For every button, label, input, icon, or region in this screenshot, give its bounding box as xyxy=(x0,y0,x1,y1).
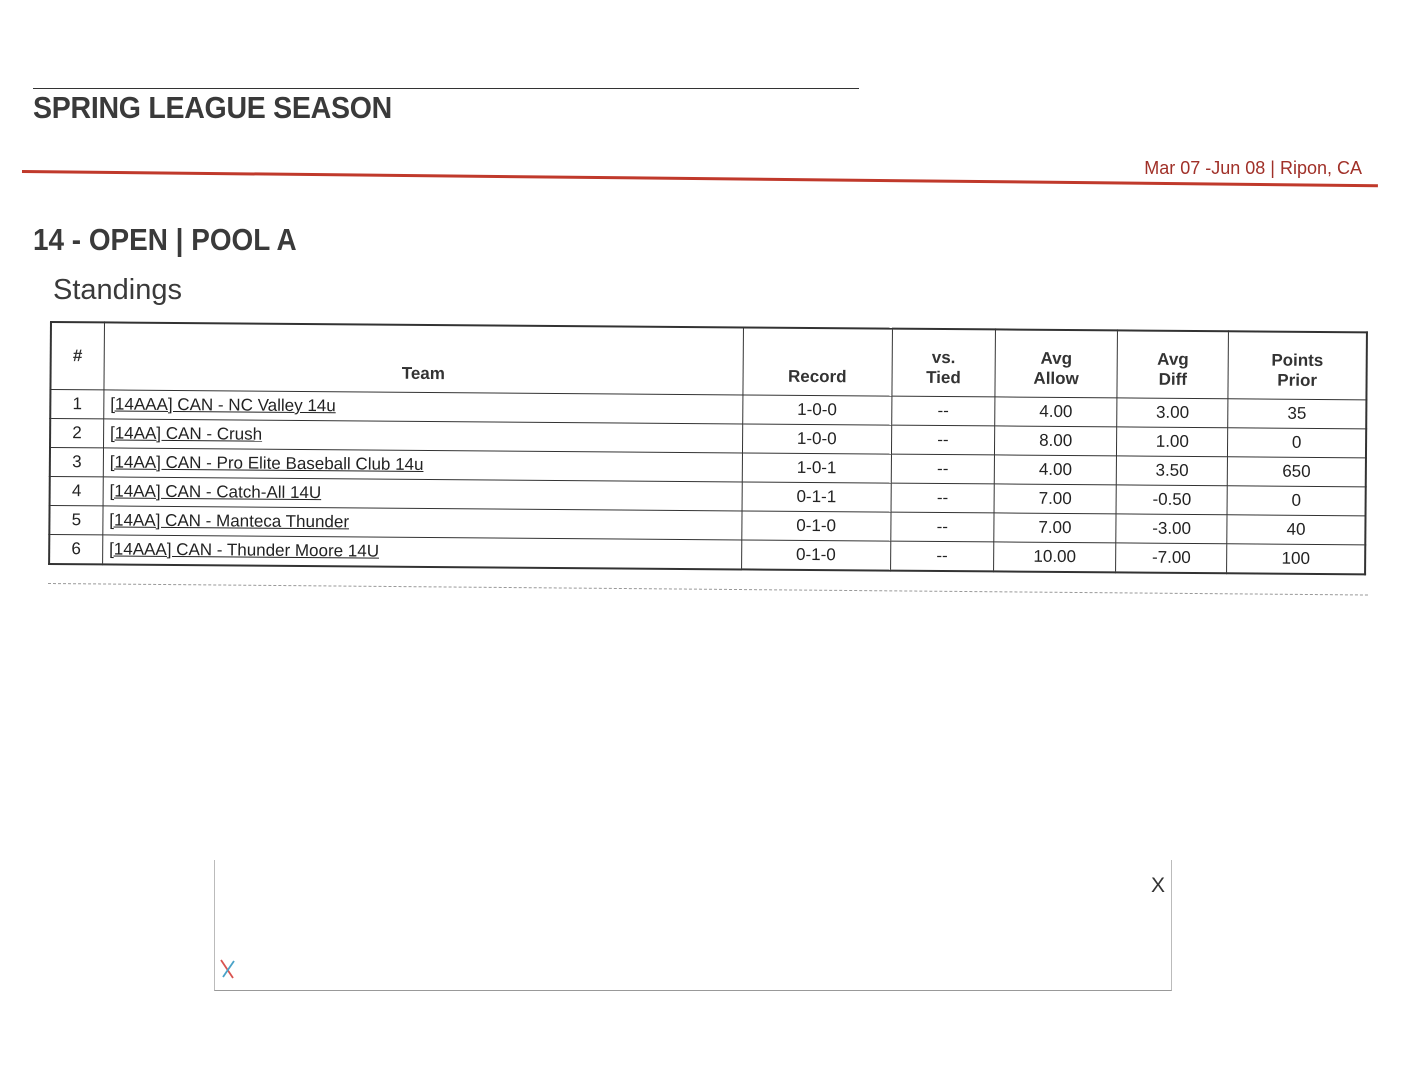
row-record: 0-1-1 xyxy=(742,482,892,512)
header-top-rule xyxy=(33,88,859,89)
row-avg-diff: -0.50 xyxy=(1116,485,1227,515)
signature-box[interactable] xyxy=(214,860,1172,991)
row-vs-tied: -- xyxy=(891,425,994,455)
col-header-avg-allow-line2: Allow xyxy=(1033,368,1079,389)
row-rank: 2 xyxy=(50,419,104,448)
row-record: 0-1-0 xyxy=(741,511,891,541)
row-avg-allow: 10.00 xyxy=(993,542,1116,572)
team-link[interactable]: [14AAA] CAN - Thunder Moore 14U xyxy=(109,539,380,561)
row-avg-diff: 1.00 xyxy=(1117,427,1228,457)
league-title: SPRING LEAGUE SEASON xyxy=(33,90,392,125)
col-header-record: Record xyxy=(742,327,892,396)
row-avg-diff: -3.00 xyxy=(1116,514,1227,544)
date-location: Mar 07 -Jun 08 | Ripon, CA xyxy=(1144,158,1362,178)
close-icon[interactable]: X xyxy=(1150,874,1165,897)
row-vs-tied: -- xyxy=(891,512,994,542)
col-header-avg-allow-line1: Avg xyxy=(1040,348,1073,369)
row-points-prior: 40 xyxy=(1227,515,1366,545)
team-link[interactable]: [14AA] CAN - Manteca Thunder xyxy=(109,510,350,532)
col-header-avg-diff-line1: Avg xyxy=(1157,349,1189,369)
standings-table-wrap xyxy=(48,321,1368,575)
col-header-vs-tied-line1: vs. xyxy=(931,347,956,368)
col-header-points-prior-line2: Prior xyxy=(1277,370,1318,390)
row-points-prior: 0 xyxy=(1228,428,1367,458)
signature-x-icon xyxy=(217,956,239,982)
row-record: 1-0-0 xyxy=(742,424,892,454)
row-vs-tied: -- xyxy=(890,541,993,571)
row-avg-allow: 8.00 xyxy=(994,426,1117,456)
col-header-points-prior-line1: Points xyxy=(1271,350,1324,371)
row-record: 1-0-0 xyxy=(742,395,892,425)
row-points-prior: 100 xyxy=(1227,544,1366,575)
team-link[interactable]: [14AA] CAN - Crush xyxy=(109,423,263,444)
row-points-prior: 0 xyxy=(1227,486,1366,516)
row-vs-tied: -- xyxy=(891,483,994,513)
col-header-vs-tied-line2: Tied xyxy=(926,367,961,388)
section-title: Standings xyxy=(53,274,182,306)
row-vs-tied: -- xyxy=(891,454,994,484)
row-points-prior: 35 xyxy=(1228,399,1367,429)
standings-table xyxy=(48,321,1368,575)
col-header-vs-tied xyxy=(892,329,995,397)
team-link[interactable]: [14AAA] CAN - NC Valley 14u xyxy=(110,394,336,416)
row-rank: 1 xyxy=(50,390,104,419)
row-avg-allow: 7.00 xyxy=(994,513,1117,543)
col-header-avg-allow xyxy=(995,329,1118,397)
pool-title: 14 - OPEN | POOL A xyxy=(33,222,297,257)
row-points-prior: 650 xyxy=(1227,457,1366,487)
col-header-avg-diff xyxy=(1117,330,1228,398)
row-avg-allow: 4.00 xyxy=(995,397,1118,427)
team-link[interactable]: [14AA] CAN - Pro Elite Baseball Club 14u xyxy=(109,452,424,474)
row-rank: 3 xyxy=(50,448,104,477)
row-record: 0-1-0 xyxy=(741,540,891,571)
team-link[interactable]: [14AA] CAN - Catch-All 14U xyxy=(109,481,322,503)
col-header-rank: # xyxy=(50,322,104,390)
row-rank: 6 xyxy=(49,535,103,565)
col-header-points-prior xyxy=(1228,331,1367,400)
row-avg-diff: 3.00 xyxy=(1117,398,1228,428)
standings-header-row xyxy=(50,322,1366,400)
row-vs-tied: -- xyxy=(892,396,995,426)
table-bottom-divider xyxy=(48,583,1368,596)
team-link-cell[interactable] xyxy=(102,535,741,570)
col-header-team: Team xyxy=(104,322,743,395)
row-avg-allow: 4.00 xyxy=(994,455,1117,485)
row-avg-allow: 7.00 xyxy=(994,484,1117,514)
row-avg-diff: 3.50 xyxy=(1117,456,1228,486)
row-record: 1-0-1 xyxy=(742,453,892,483)
col-header-avg-diff-line2: Diff xyxy=(1158,369,1188,389)
row-rank: 4 xyxy=(50,477,104,506)
row-avg-diff: -7.00 xyxy=(1116,543,1227,573)
row-rank: 5 xyxy=(49,506,103,535)
